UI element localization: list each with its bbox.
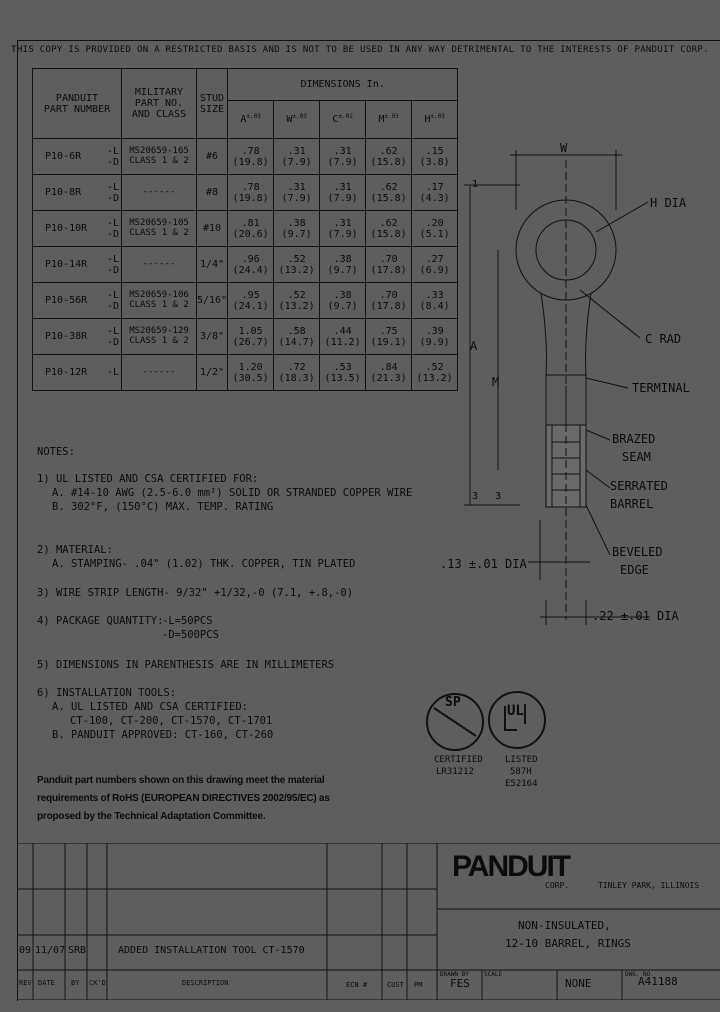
ul-number: 587H — [510, 767, 532, 777]
note-1a: A. #14-10 AWG (2.5-6.0 mm²) SOLID OR STRANDED COPPER WIRE — [52, 487, 413, 499]
notes-heading: NOTES: — [37, 446, 75, 458]
header-col-w: $W^{\pm.03}$ — [274, 101, 320, 139]
ul-logo — [489, 692, 545, 748]
hdr-ckd: CK'D — [89, 979, 106, 987]
dimension-cell-m: .62 (15.8) — [366, 139, 412, 175]
dimension-cell-a: 1.20 (30.5) — [228, 355, 274, 391]
dimension-cell-h: .27 (6.9) — [412, 247, 458, 283]
dimension-cell-h: .17 (4.3) — [412, 175, 458, 211]
header-part-number: PANDUIT PART NUMBER — [33, 69, 122, 139]
rev-value: 09 — [19, 945, 32, 956]
header-col-m: $M^{\pm.03}$ — [366, 101, 412, 139]
title-block — [17, 843, 720, 1000]
label-barrel: BARREL — [610, 497, 654, 511]
header-stud-size: STUD SIZE — [197, 69, 228, 139]
label-terminal: TERMINAL — [632, 381, 690, 395]
dim-w: W — [560, 141, 568, 155]
drawn-value: FES — [450, 977, 470, 990]
dwg-label: DWG. NO. — [625, 971, 654, 978]
rohs-line-2: requirements of RoHS (EUROPEAN DIRECTIVES 2002/95/EC) as — [37, 793, 330, 804]
disclaimer: THIS COPY IS PROVIDED ON A RESTRICTED BASIS AND IS NOT TO BE USED IN ANY WAY DETRIMENTAL TO THE INTERESTS OF PANDUIT CORP. — [11, 45, 709, 55]
note-ref-1: 1 — [472, 179, 479, 190]
dwg-number: A41188 — [638, 975, 678, 988]
note-6a-tools: CT-100, CT-200, CT-1570, CT-1701 — [70, 715, 273, 727]
military-cell: MS20659-105 CLASS 1 & 2 — [122, 211, 197, 247]
dimension-cell-w: .52 (13.2) — [274, 247, 320, 283]
ul-mark-icon: UL — [507, 703, 524, 719]
dimension-cell-a: .81 (20.6) — [228, 211, 274, 247]
corp-label: CORP. — [545, 881, 570, 890]
dimension-cell-h: .39 (9.9) — [412, 319, 458, 355]
note-ref-3b: 3 — [495, 491, 502, 502]
dimension-cell-h: .52 (13.2) — [412, 355, 458, 391]
part-number-cell: P10-56R -L -D — [33, 283, 122, 319]
military-cell: MS20659-165 CLASS 1 & 2 — [122, 139, 197, 175]
note-4-d: -D=500PCS — [162, 629, 219, 641]
city-label: TINLEY PARK, ILLINOIS — [598, 881, 700, 890]
dimension-cell-m: .84 (21.3) — [366, 355, 412, 391]
dimension-cell-a: .78 (19.8) — [228, 139, 274, 175]
hdr-rev: REV — [19, 979, 32, 987]
drawn-label: DRAWN BY — [440, 971, 469, 978]
dimension-cell-c: .38 (9.7) — [320, 283, 366, 319]
header-col-h: $H^{\pm.03}$ — [412, 101, 458, 139]
part-number-cell: P10-38R -L -D — [33, 319, 122, 355]
header-military: MILITARY PART NO. AND CLASS — [122, 69, 197, 139]
note-2a: A. STAMPING- .04" (1.02) THK. COPPER, TIN PLATED — [52, 558, 356, 570]
hdr-by: BY — [71, 979, 80, 987]
dimension-cell-c: .53 (13.5) — [320, 355, 366, 391]
description-line-2: 12-10 BARREL, RINGS — [505, 937, 631, 950]
rohs-line-1: Panduit part numbers shown on this drawing meet the material — [37, 775, 325, 786]
military-cell: ------ — [122, 175, 197, 211]
dimension-cell-w: .52 (13.2) — [274, 283, 320, 319]
dimension-cell-c: .38 (9.7) — [320, 247, 366, 283]
dimension-cell-m: .70 (17.8) — [366, 247, 412, 283]
csa-number: LR31212 — [436, 767, 474, 777]
scale-label: SCALE — [484, 971, 503, 978]
scale-value: NONE — [565, 977, 592, 990]
dimension-cell-c: .31 (7.9) — [320, 211, 366, 247]
dimension-cell-c: .31 (7.9) — [320, 175, 366, 211]
stud-size-cell: 5/16" — [197, 283, 228, 319]
hdr-pm: PM — [414, 981, 423, 989]
rohs-line-3: proposed by the Technical Adaptation Committee. — [37, 811, 266, 822]
note-4-l: -L=50PCS — [162, 615, 213, 627]
stud-size-cell: #6 — [197, 139, 228, 175]
date-value: 11/07 — [35, 945, 66, 956]
note-1-title: 1) UL LISTED AND CSA CERTIFIED FOR: — [37, 473, 259, 485]
military-cell: ------ — [122, 247, 197, 283]
label-seam: SEAM — [622, 450, 651, 464]
dimension-cell-m: .62 (15.8) — [366, 211, 412, 247]
dimension-cell-h: .15 (3.8) — [412, 139, 458, 175]
label-c-rad: C RAD — [645, 332, 682, 346]
dim-m: M — [492, 375, 500, 389]
dimension-cell-a: .96 (24.4) — [228, 247, 274, 283]
change-description: ADDED INSTALLATION TOOL CT-1570 — [118, 945, 305, 956]
part-number-cell: P10-14R -L -D — [33, 247, 122, 283]
note-4-title: 4) PACKAGE QUANTITY: — [37, 615, 164, 627]
dim-022-dia: .22 ±.01 DIA — [592, 609, 679, 623]
hdr-cust: CUST — [387, 981, 404, 989]
stud-size-cell: 1/4" — [197, 247, 228, 283]
label-brazed: BRAZED — [612, 432, 656, 446]
stud-size-cell: #8 — [197, 175, 228, 211]
hdr-date: DATE — [38, 979, 55, 987]
dimension-cell-h: .33 (8.4) — [412, 283, 458, 319]
label-serrated: SERRATED — [610, 479, 668, 493]
dimension-cell-m: .75 (19.1) — [366, 319, 412, 355]
military-cell: MS20659-129 CLASS 1 & 2 — [122, 319, 197, 355]
dimension-cell-c: .44 (11.2) — [320, 319, 366, 355]
header-col-a: $A^{\pm.03}$ — [228, 101, 274, 139]
part-number-cell: P10-10R -L -D — [33, 211, 122, 247]
note-6a: A. UL LISTED AND CSA CERTIFIED: — [52, 701, 248, 713]
dimension-cell-a: .78 (19.8) — [228, 175, 274, 211]
dimension-cell-m: .70 (17.8) — [366, 283, 412, 319]
description-line-1: NON-INSULATED, — [518, 919, 611, 932]
panduit-logo: PANDUIT — [452, 850, 570, 883]
note-1b: B. 302°F, (150°C) MAX. TEMP. RATING — [52, 501, 274, 513]
dimension-cell-w: .38 (9.7) — [274, 211, 320, 247]
dimension-cell-c: .31 (7.9) — [320, 139, 366, 175]
part-number-cell: P10-12R -L — [33, 355, 122, 391]
stud-size-cell: #10 — [197, 211, 228, 247]
hdr-description: DESCRIPTION — [182, 979, 229, 987]
dimension-cell-w: .31 (7.9) — [274, 139, 320, 175]
dim-a: A — [470, 339, 478, 353]
note-6-title: 6) INSTALLATION TOOLS: — [37, 687, 177, 699]
military-cell: MS20659-106 CLASS 1 & 2 — [122, 283, 197, 319]
csa-mark-icon: SP — [445, 695, 461, 710]
dim-013-dia: .13 ±.01 DIA — [440, 557, 527, 571]
dimension-cell-a: .95 (24.1) — [228, 283, 274, 319]
part-number-cell: P10-6R -L -D — [33, 139, 122, 175]
label-beveled: BEVELED — [612, 545, 663, 559]
dimension-cell-h: .20 (5.1) — [412, 211, 458, 247]
military-cell: ------ — [122, 355, 197, 391]
note-5: 5) DIMENSIONS IN PARENTHESIS ARE IN MILLIMETERS — [37, 659, 335, 671]
label-edge: EDGE — [620, 563, 649, 577]
note-2-title: 2) MATERIAL: — [37, 544, 113, 556]
hdr-ecn: ECN # — [346, 981, 368, 989]
header-dimensions: DIMENSIONS In. — [228, 69, 458, 101]
by-value: SRB — [68, 945, 87, 956]
note-3: 3) WIRE STRIP LENGTH- 9/32" +1/32,-0 (7.1, +.8,-0) — [37, 587, 354, 599]
dimension-cell-w: .31 (7.9) — [274, 175, 320, 211]
stud-size-cell: 1/2" — [197, 355, 228, 391]
ul-file: E52164 — [505, 779, 538, 789]
dimension-cell-a: 1.05 (26.7) — [228, 319, 274, 355]
dimension-cell-w: .72 (18.3) — [274, 355, 320, 391]
label-h-dia: H DIA — [650, 196, 687, 210]
dimension-cell-m: .62 (15.8) — [366, 175, 412, 211]
note-6b: B. PANDUIT APPROVED: CT-160, CT-260 — [52, 729, 274, 741]
csa-certified: CERTIFIED — [434, 755, 483, 765]
note-ref-3a: 3 — [472, 491, 479, 502]
part-number-cell: P10-8R -L -D — [33, 175, 122, 211]
header-col-c: $C^{\pm.02}$ — [320, 101, 366, 139]
dimension-cell-w: .58 (14.7) — [274, 319, 320, 355]
ul-listed: LISTED — [505, 755, 538, 765]
stud-size-cell: 3/8" — [197, 319, 228, 355]
